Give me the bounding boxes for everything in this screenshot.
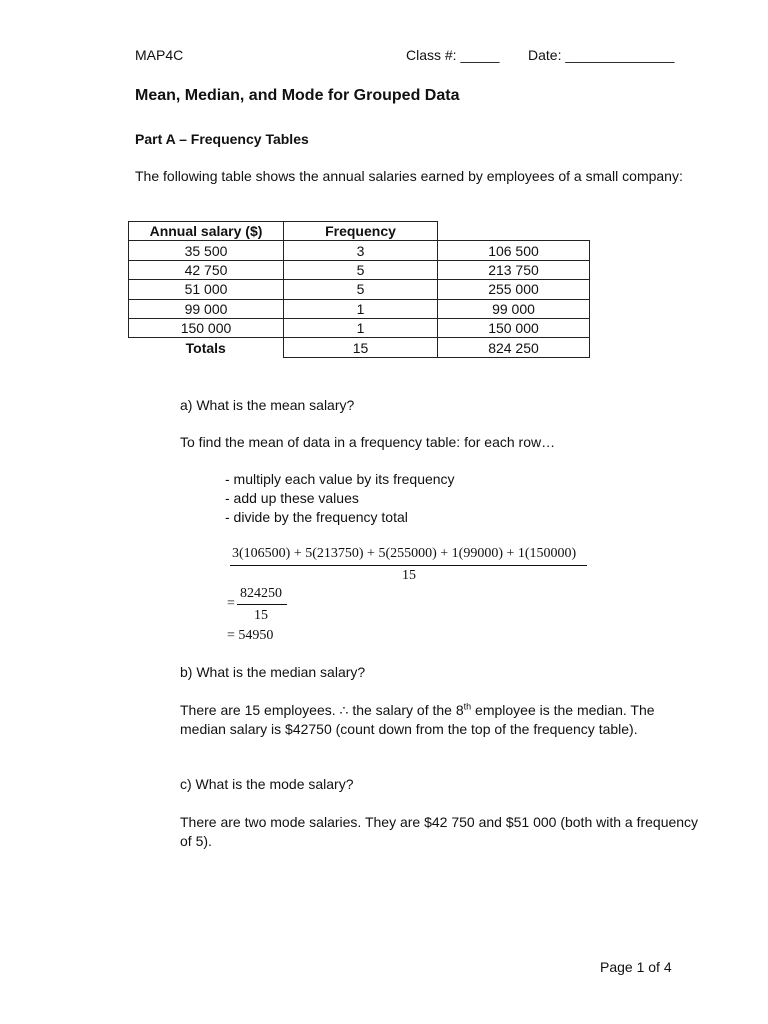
frequency-cell: 3: [284, 241, 438, 260]
equation-denominator: 15: [402, 568, 416, 583]
equation-numerator-2: 824250: [240, 586, 282, 601]
product-cell: 99 000: [438, 299, 590, 318]
salary-cell: 51 000: [129, 280, 284, 299]
frequency-table: [128, 221, 590, 358]
equation-numerator: 3(106500) + 5(213750) + 5(255000) + 1(99000) + 1(150000): [232, 546, 577, 561]
frequency-cell: 1: [284, 318, 438, 337]
median-answer-part1: There are 15 employees. ∴ the salary of the 8: [180, 702, 464, 718]
frequency-cell: 1: [284, 299, 438, 318]
page-title: Mean, Median, and Mode for Grouped Data: [135, 87, 460, 104]
totals-frequency: 15: [284, 338, 438, 357]
table-header-row: [129, 222, 590, 241]
table-row: [129, 318, 590, 337]
date-field: Date: ______________: [528, 47, 675, 63]
section-heading: Part A – Frequency Tables: [135, 131, 309, 147]
salary-cell: 35 500: [129, 241, 284, 260]
header-frequency: Frequency: [284, 222, 438, 241]
table-row: [129, 280, 590, 299]
totals-product: 824 250: [438, 338, 590, 357]
mode-answer: There are two mode salaries. They are $42 750 and $51 000 (both with a frequency of 5).: [180, 814, 699, 849]
table-row: [129, 241, 590, 260]
question-a: a) What is the mean salary?: [180, 397, 355, 413]
equation-denominator-2: 15: [254, 608, 268, 623]
product-cell: 106 500: [438, 241, 590, 260]
salary-cell: 42 750: [129, 260, 284, 279]
totals-label: Totals: [185, 339, 226, 356]
product-cell: 150 000: [438, 318, 590, 337]
mean-instruction: To find the mean of data in a frequency table: for each row…: [180, 434, 556, 450]
table-totals-row: [129, 338, 590, 357]
question-b: b) What is the median salary?: [180, 664, 366, 680]
header-blank: [438, 222, 590, 241]
step-item: - divide by the frequency total: [225, 509, 408, 525]
mean-result: = 54950: [227, 628, 274, 643]
median-answer: [180, 701, 700, 739]
header-annual-salary: Annual salary ($): [129, 222, 284, 241]
course-code: MAP4C: [135, 47, 184, 63]
median-answer-part2: employee is the median. The median salary is $42750 (count down from the top of the frequency table).: [180, 702, 655, 737]
frequency-cell: 5: [284, 260, 438, 279]
fraction-bar-2: [237, 604, 287, 605]
frequency-cell: 5: [284, 280, 438, 299]
salary-cell: 99 000: [129, 299, 284, 318]
page-number: Page 1 of 4: [600, 959, 672, 975]
fraction-bar: [230, 565, 587, 566]
question-c: c) What is the mode salary?: [180, 776, 354, 792]
table-row: [129, 260, 590, 279]
equals-sign: =: [227, 596, 235, 611]
salary-cell: 150 000: [129, 318, 284, 337]
product-cell: 255 000: [438, 280, 590, 299]
ordinal-suffix: th: [463, 701, 472, 712]
step-item: - multiply each value by its frequency: [225, 471, 455, 487]
class-number-field: Class #: _____: [406, 47, 500, 63]
product-cell: 213 750: [438, 260, 590, 279]
table-row: [129, 299, 590, 318]
intro-paragraph: The following table shows the annual salaries earned by employees of a small company:: [135, 168, 683, 184]
step-item: - add up these values: [225, 490, 359, 506]
